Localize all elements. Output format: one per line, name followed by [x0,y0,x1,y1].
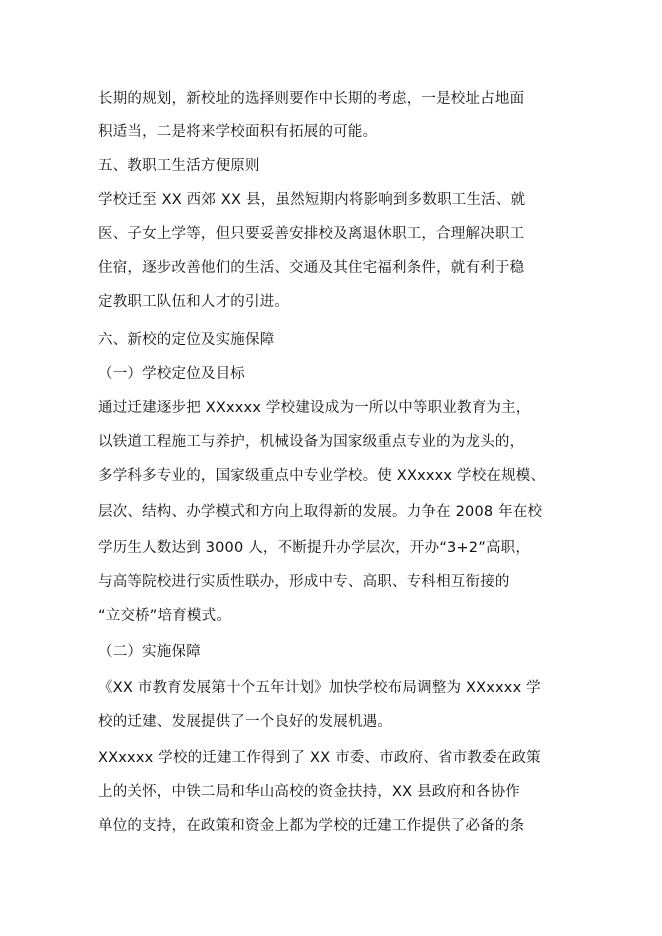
text-line: 层次、结构、办学模式和方向上取得新的发展。力争在 2008 年在校 [98,504,543,520]
section-heading: 五、教职工生活方便原则 [98,158,260,174]
text-line: 学历生人数达到 3000 人，不断提升办学层次，开办“3+2”高职， [98,540,531,556]
text-line: “立交桥”培育模式。 [98,608,232,624]
text-line: 长期的规划，新校址的选择则要作中长期的考虑，一是校址占地面 [98,91,525,107]
text-line: 单位的支持，在政策和资金上都为学校的迁建工作提供了必备的条 [98,818,525,834]
subsection-heading: （二）实施保障 [98,644,201,660]
subsection-heading: （一）学校定位及目标 [98,366,245,382]
text-line: 校的迁建、发展提供了一个良好的发展机遇。 [98,714,392,730]
text-line: 学校迁至 XX 西郊 XX 县，虽然短期内将影响到多数职工生活、就 [98,192,526,208]
text-line: 医、子女上学等，但只要妥善安排校及离退休职工，合理解决职工 [98,226,525,242]
text-line: 以铁道工程施工与养护，机械设备为国家级重点专业的为龙头的， [98,434,525,450]
text-line: 与高等院校进行实质性联办，形成中专、高职、专科相互衔接的 [98,574,510,590]
text-line: 多学科多专业的，国家级重点中专业学校。使 XXxxxx 学校在规模、 [98,468,546,484]
text-line: 《XX 市教育发展第十个五年计划》加快学校布局调整为 XXxxxx 学 [98,680,541,696]
section-heading: 六、新校的定位及实施保障 [98,332,275,348]
text-line: 住宿，逐步改善他们的生活、交通及其住宅福利条件，就有利于稳 [98,260,525,276]
text-line: 通过迁建逐步把 XXxxxx 学校建设成为一所以中等职业教育为主， [98,400,531,416]
text-line: 定教职工队伍和人才的引进。 [98,294,290,310]
text-line: 积适当，二是将来学校面积有拓展的可能。 [98,124,378,140]
text-line: 上的关怀，中铁二局和华山高校的资金扶持，XX 县政府和各协作 [98,784,520,800]
text-line: XXxxxx 学校的迁建工作得到了 XX 市委、市政府、省市教委在政策 [98,750,541,766]
